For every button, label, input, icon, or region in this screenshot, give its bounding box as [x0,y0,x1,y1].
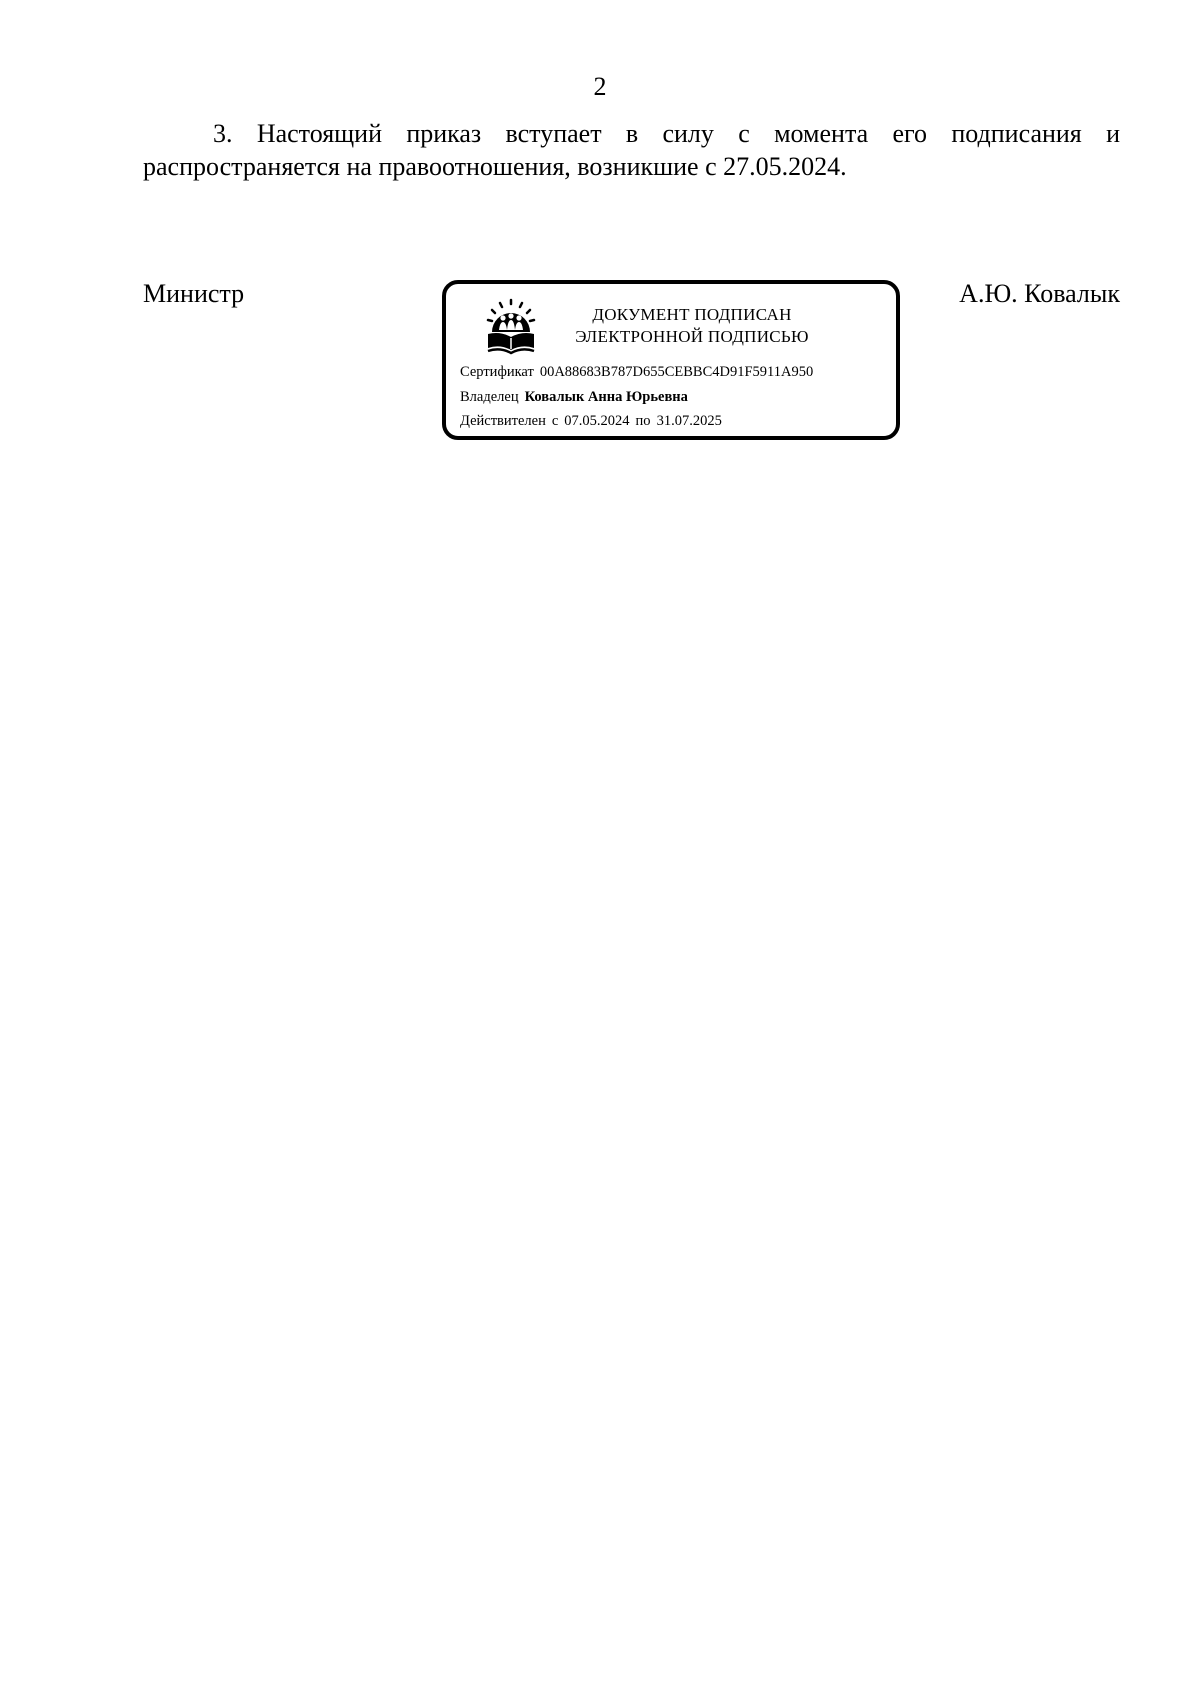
signer-position: Министр [143,279,245,308]
electronic-signature-stamp [442,280,900,440]
certificate-value: 00A88683B787D655CEBBC4D91F5911A950 [539,364,814,380]
coat-of-arms-emblem-icon [484,298,538,356]
stamp-certificate-line [460,363,813,381]
stamp-validity-line [460,412,722,430]
stamp-title-line1: ДОКУМЕНТ ПОДПИСАН [592,305,792,324]
order-paragraph: 3. Настоящий приказ вступает в силу с момента его подписания и распространяется на правоотношения, возникшие с 27.05.2024. [143,119,1120,181]
stamp-title-line2: ЭЛЕКТРОННОЙ ПОДПИСЬЮ [575,327,809,346]
page-number: 2 [593,72,607,101]
valid-to-date: 31.07.2025 [656,413,722,429]
valid-from-label: с [551,413,559,429]
valid-label: Действителен [460,413,546,429]
certificate-label: Сертификат [460,364,534,380]
stamp-owner-line [460,388,688,406]
stamp-title [542,304,842,348]
owner-label: Владелец [460,389,519,405]
signer-name: А.Ю. Ковалык [959,279,1120,308]
owner-value: Ковалык Анна Юрьевна [524,389,688,405]
valid-from-date: 07.05.2024 [564,413,630,429]
valid-to-label: по [635,413,651,429]
